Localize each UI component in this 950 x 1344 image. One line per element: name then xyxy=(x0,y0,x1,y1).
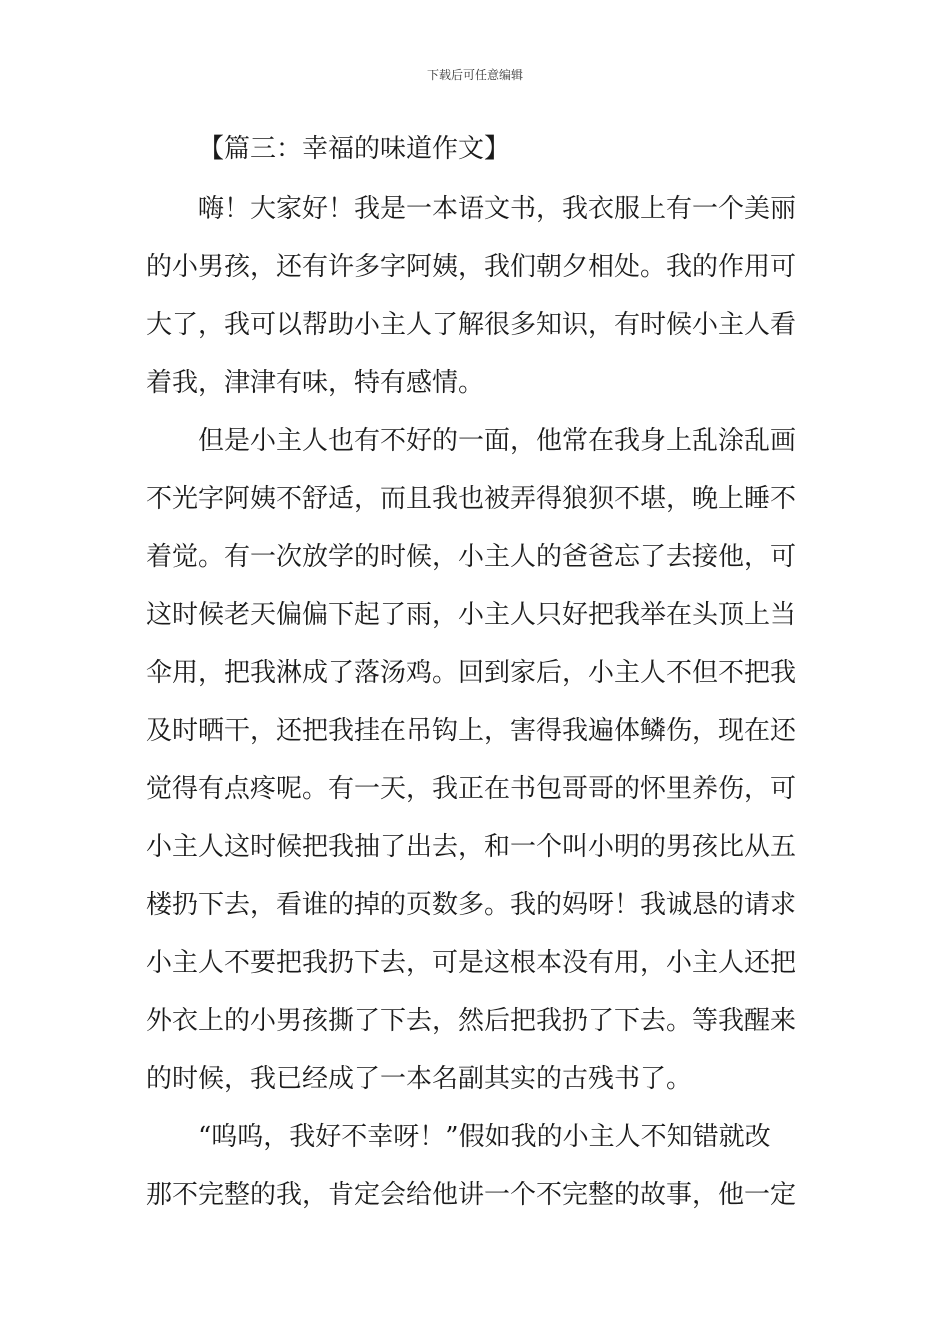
paragraph-line: 楼扔下去，看谁的掉的页数多。我的妈呀！我诚恳的请求 xyxy=(146,890,797,920)
paragraph-line: 的时候，我已经成了一本名副其实的古残书了。 xyxy=(146,1064,693,1094)
paragraph-line: 大了，我可以帮助小主人了解很多知识，有时候小主人看 xyxy=(146,310,797,340)
paragraph-line: 的小男孩，还有许多字阿姨，我们朝夕相处。我的作用可 xyxy=(146,252,797,282)
paragraph-line: 及时晒干，还把我挂在吊钩上，害得我遍体鳞伤，现在还 xyxy=(146,716,797,746)
paragraph-line: 着觉。有一次放学的时候，小主人的爸爸忘了去接他，可 xyxy=(146,542,797,572)
paragraph-line: 这时候老天偏偏下起了雨，小主人只好把我举在头顶上当 xyxy=(146,600,797,630)
paragraph-line: 外衣上的小男孩撕了下去，然后把我扔了下去。等我醒来 xyxy=(146,1006,797,1036)
section-title: 【篇三：幸福的味道作文】 xyxy=(198,134,511,164)
paragraph-line: 那不完整的我，肯定会给他讲一个不完整的故事，他一定 xyxy=(146,1180,797,1210)
paragraph-line: 但是小主人也有不好的一面，他常在我身上乱涂乱画 xyxy=(198,426,797,456)
paragraph-line: 伞用，把我淋成了落汤鸡。回到家后，小主人不但不把我 xyxy=(146,658,797,688)
paragraph-line: 着我，津津有味，特有感情。 xyxy=(146,368,485,398)
paragraph-line: “呜呜，我好不幸呀！”假如我的小主人不知错就改 xyxy=(198,1122,771,1152)
paragraph-line: 不光字阿姨不舒适，而且我也被弄得狼狈不堪，晚上睡不 xyxy=(146,484,797,514)
paragraph-line: 小主人不要把我扔下去，可是这根本没有用，小主人还把 xyxy=(146,948,797,978)
paragraph-line: 小主人这时候把我抽了出去，和一个叫小明的男孩比从五 xyxy=(146,832,797,862)
paragraph-line: 觉得有点疼呢。有一天，我正在书包哥哥的怀里养伤，可 xyxy=(146,774,797,804)
page-header: 下载后可任意编辑 xyxy=(426,68,523,82)
paragraph-line: 嗨！大家好！我是一本语文书，我衣服上有一个美丽 xyxy=(198,194,797,224)
